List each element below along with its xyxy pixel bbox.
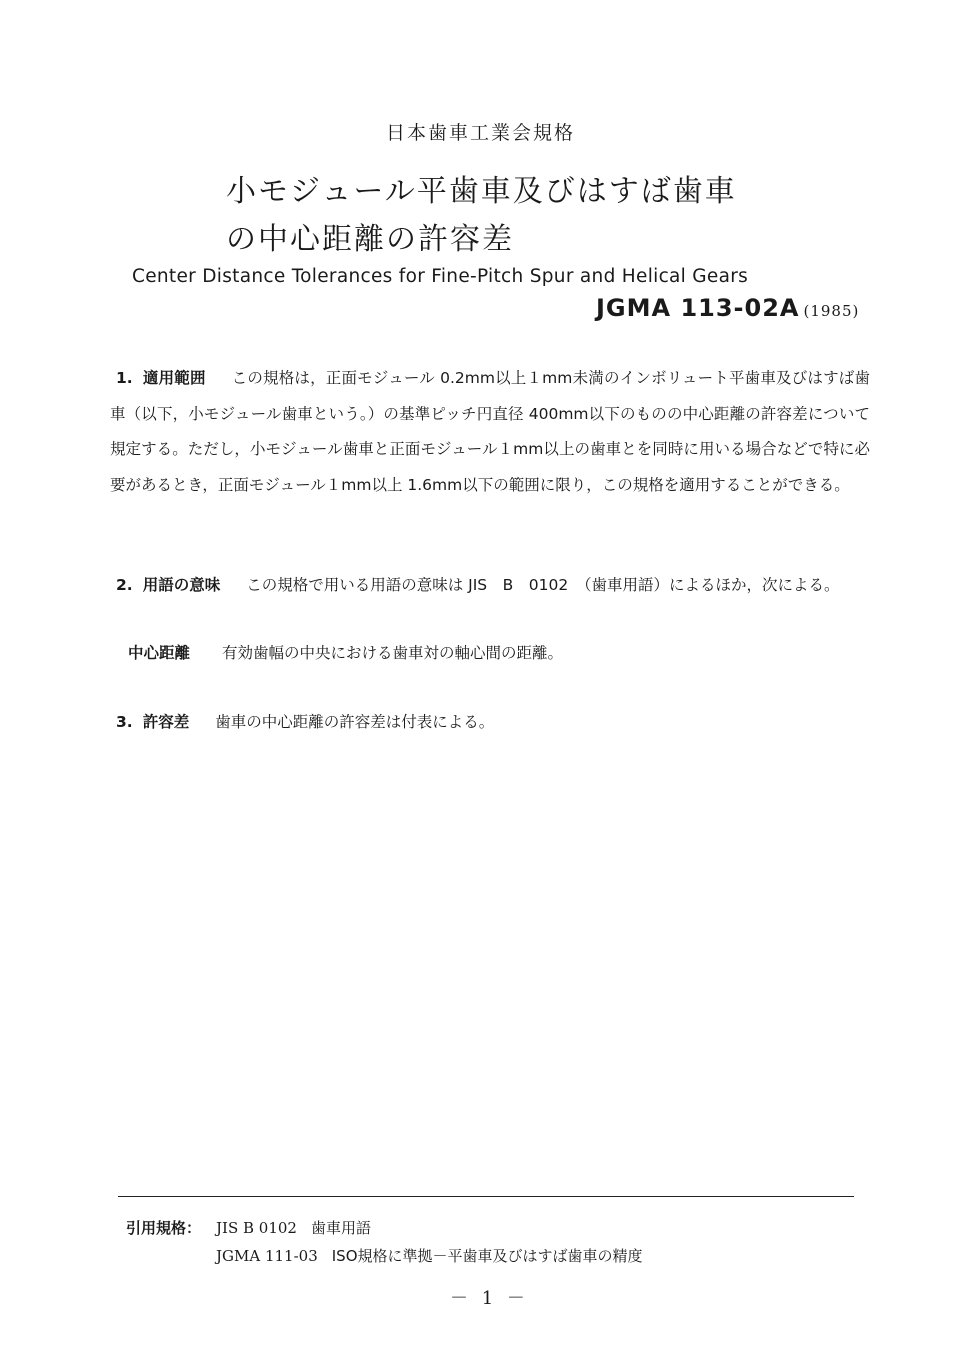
definition-term: 中心距離: [128, 644, 191, 662]
definition-center-distance: [128, 638, 563, 668]
footnote-divider: [118, 1196, 854, 1197]
reference-row: [126, 1214, 643, 1242]
section-number: 3.: [116, 713, 133, 731]
organization-name: 日本歯車工業会規格: [386, 122, 576, 144]
referenced-standards: [126, 1214, 643, 1270]
section-heading-label: 許容差: [142, 713, 190, 731]
reference-title: ISO規格に準拠－平歯車及びはすば歯車の精度: [331, 1247, 643, 1265]
reference-row: [126, 1242, 643, 1270]
definition-text: 有効歯幅の中央における歯車対の軸心間の距離。: [222, 644, 564, 662]
reference-title: 歯車用語: [310, 1219, 371, 1237]
section-heading-label: 用語の意味: [142, 576, 221, 594]
references-label: 引用規格：: [126, 1219, 202, 1237]
document-title-line-1: 小モジュール平歯車及びはすば歯車: [226, 174, 737, 209]
section-number: 2.: [116, 576, 133, 594]
section-heading-label: 適用範囲: [142, 369, 206, 387]
section-heading: [110, 369, 206, 387]
section-terms: [110, 568, 870, 604]
section-tolerance: [110, 705, 870, 741]
section-body: この規格で用いる用語の意味は JIS B 0102 （歯車用語）によるほか，次による。: [246, 576, 840, 594]
document-title-line-2: の中心距離の許容差: [226, 222, 514, 257]
section-heading: [110, 576, 220, 594]
section-heading: [110, 713, 189, 731]
standard-year: (1985): [803, 302, 860, 320]
section-scope: [110, 361, 870, 503]
reference-code: JIS B 0102: [216, 1219, 297, 1237]
section-number: 1.: [116, 369, 133, 387]
page-number: － 1 －: [450, 1288, 529, 1309]
section-body: 歯車の中心距離の許容差は付表による。: [215, 713, 495, 731]
standard-code: [596, 294, 859, 322]
standard-number: JGMA 113-02A: [596, 294, 800, 322]
document-title-english: Center Distance Tolerances for Fine-Pitch Spur and Helical Gears: [132, 266, 749, 287]
reference-code: JGMA 111-03: [216, 1247, 318, 1265]
section-body: この規格は，正面モジュール 0.2mm以上１mm未満のインボリュート平歯車及びはすば歯車（以下，小モジュール歯車という。）の基準ピッチ円直径 400mm以下のものの中心距離の許容差について規定する。ただし，小モジュール歯車と正面モジュール１mm以上の歯車とを同時に用いる場合などで特に必要があるとき，正面モジュール１mm以上 1.6mm以下の範囲に限り，この規格を適用することができる。: [110, 369, 870, 494]
